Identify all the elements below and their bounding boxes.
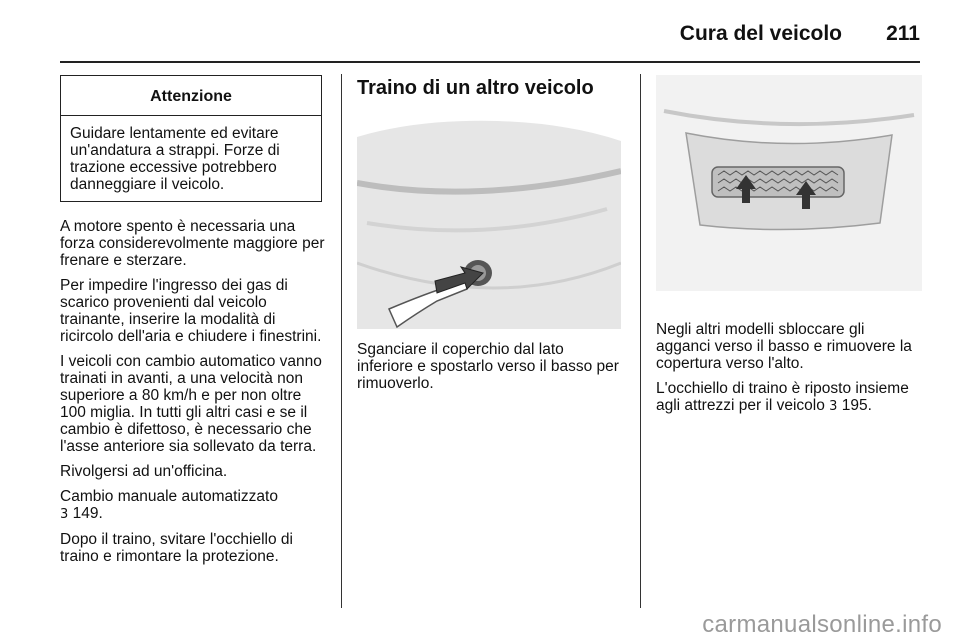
bumper-cover-illustration bbox=[357, 113, 621, 329]
page-reference-arrow-icon: 3 bbox=[829, 399, 838, 414]
page-header bbox=[60, 14, 920, 54]
paragraph: Negli altri modelli sbloccare gli agganci verso il basso e rimuovere la copertura verso l'alto. bbox=[656, 321, 912, 372]
figure-caption: Sganciare il coperchio dal lato inferiore e spostarlo verso il basso per rimuoverlo. bbox=[357, 341, 619, 392]
paragraph: Rivolgersi ad un'officina. bbox=[60, 463, 228, 480]
warning-box bbox=[60, 75, 322, 202]
section-title: Cura del veicolo bbox=[679, 22, 842, 45]
column-middle bbox=[357, 75, 623, 392]
page-number: 211 bbox=[886, 22, 920, 45]
paragraph-text: L'occhiello di traino è riposto insieme agli attrezzi per il veicolo bbox=[656, 380, 909, 414]
paragraph: A motore spento è necessaria una forza considerevolmente maggiore per frenare e sterzare. bbox=[60, 218, 325, 269]
paragraph: I veicoli con cambio automatico vanno trainati in avanti, a una velocità non superiore a 80 km/h e per non oltre 100 miglia. In tutti gli altri casi e se il cambio è difettoso, è necessario che l'asse anteriore sia sollevato da terra. bbox=[60, 353, 322, 455]
watermark: carmanualsonline.info bbox=[702, 611, 942, 638]
paragraph: Dopo il traino, svitare l'occhiello di traino e rimontare la protezione. bbox=[60, 531, 293, 565]
page-reference[interactable]: 149. bbox=[72, 505, 103, 522]
paragraph-with-reference bbox=[656, 380, 922, 415]
paragraph-text: Cambio manuale automatizzato bbox=[60, 488, 278, 505]
page-reference-arrow-icon: 3 bbox=[60, 507, 69, 522]
paragraph: Per impedire l'ingresso dei gas di scarico provenienti dal veicolo trainante, inserire la modalità di ricircolo dell'aria e chiudere i finestrini. bbox=[60, 277, 322, 345]
warning-text: Guidare lentamente ed evitare un'andatura a strappi. Forze di trazione eccessive potrebbero danneggiare il veicolo. bbox=[70, 125, 280, 193]
column-divider bbox=[640, 74, 641, 608]
column-left bbox=[60, 75, 326, 573]
column-right bbox=[656, 75, 922, 423]
column-divider bbox=[341, 74, 342, 608]
section-heading: Traino di un altro veicolo bbox=[357, 77, 594, 99]
tow-hook-cover-grille-illustration bbox=[656, 75, 922, 291]
header-divider bbox=[60, 61, 920, 63]
paragraph-with-reference bbox=[60, 488, 326, 523]
warning-title: Attenzione bbox=[61, 76, 321, 116]
page-reference[interactable]: 195. bbox=[841, 397, 872, 414]
